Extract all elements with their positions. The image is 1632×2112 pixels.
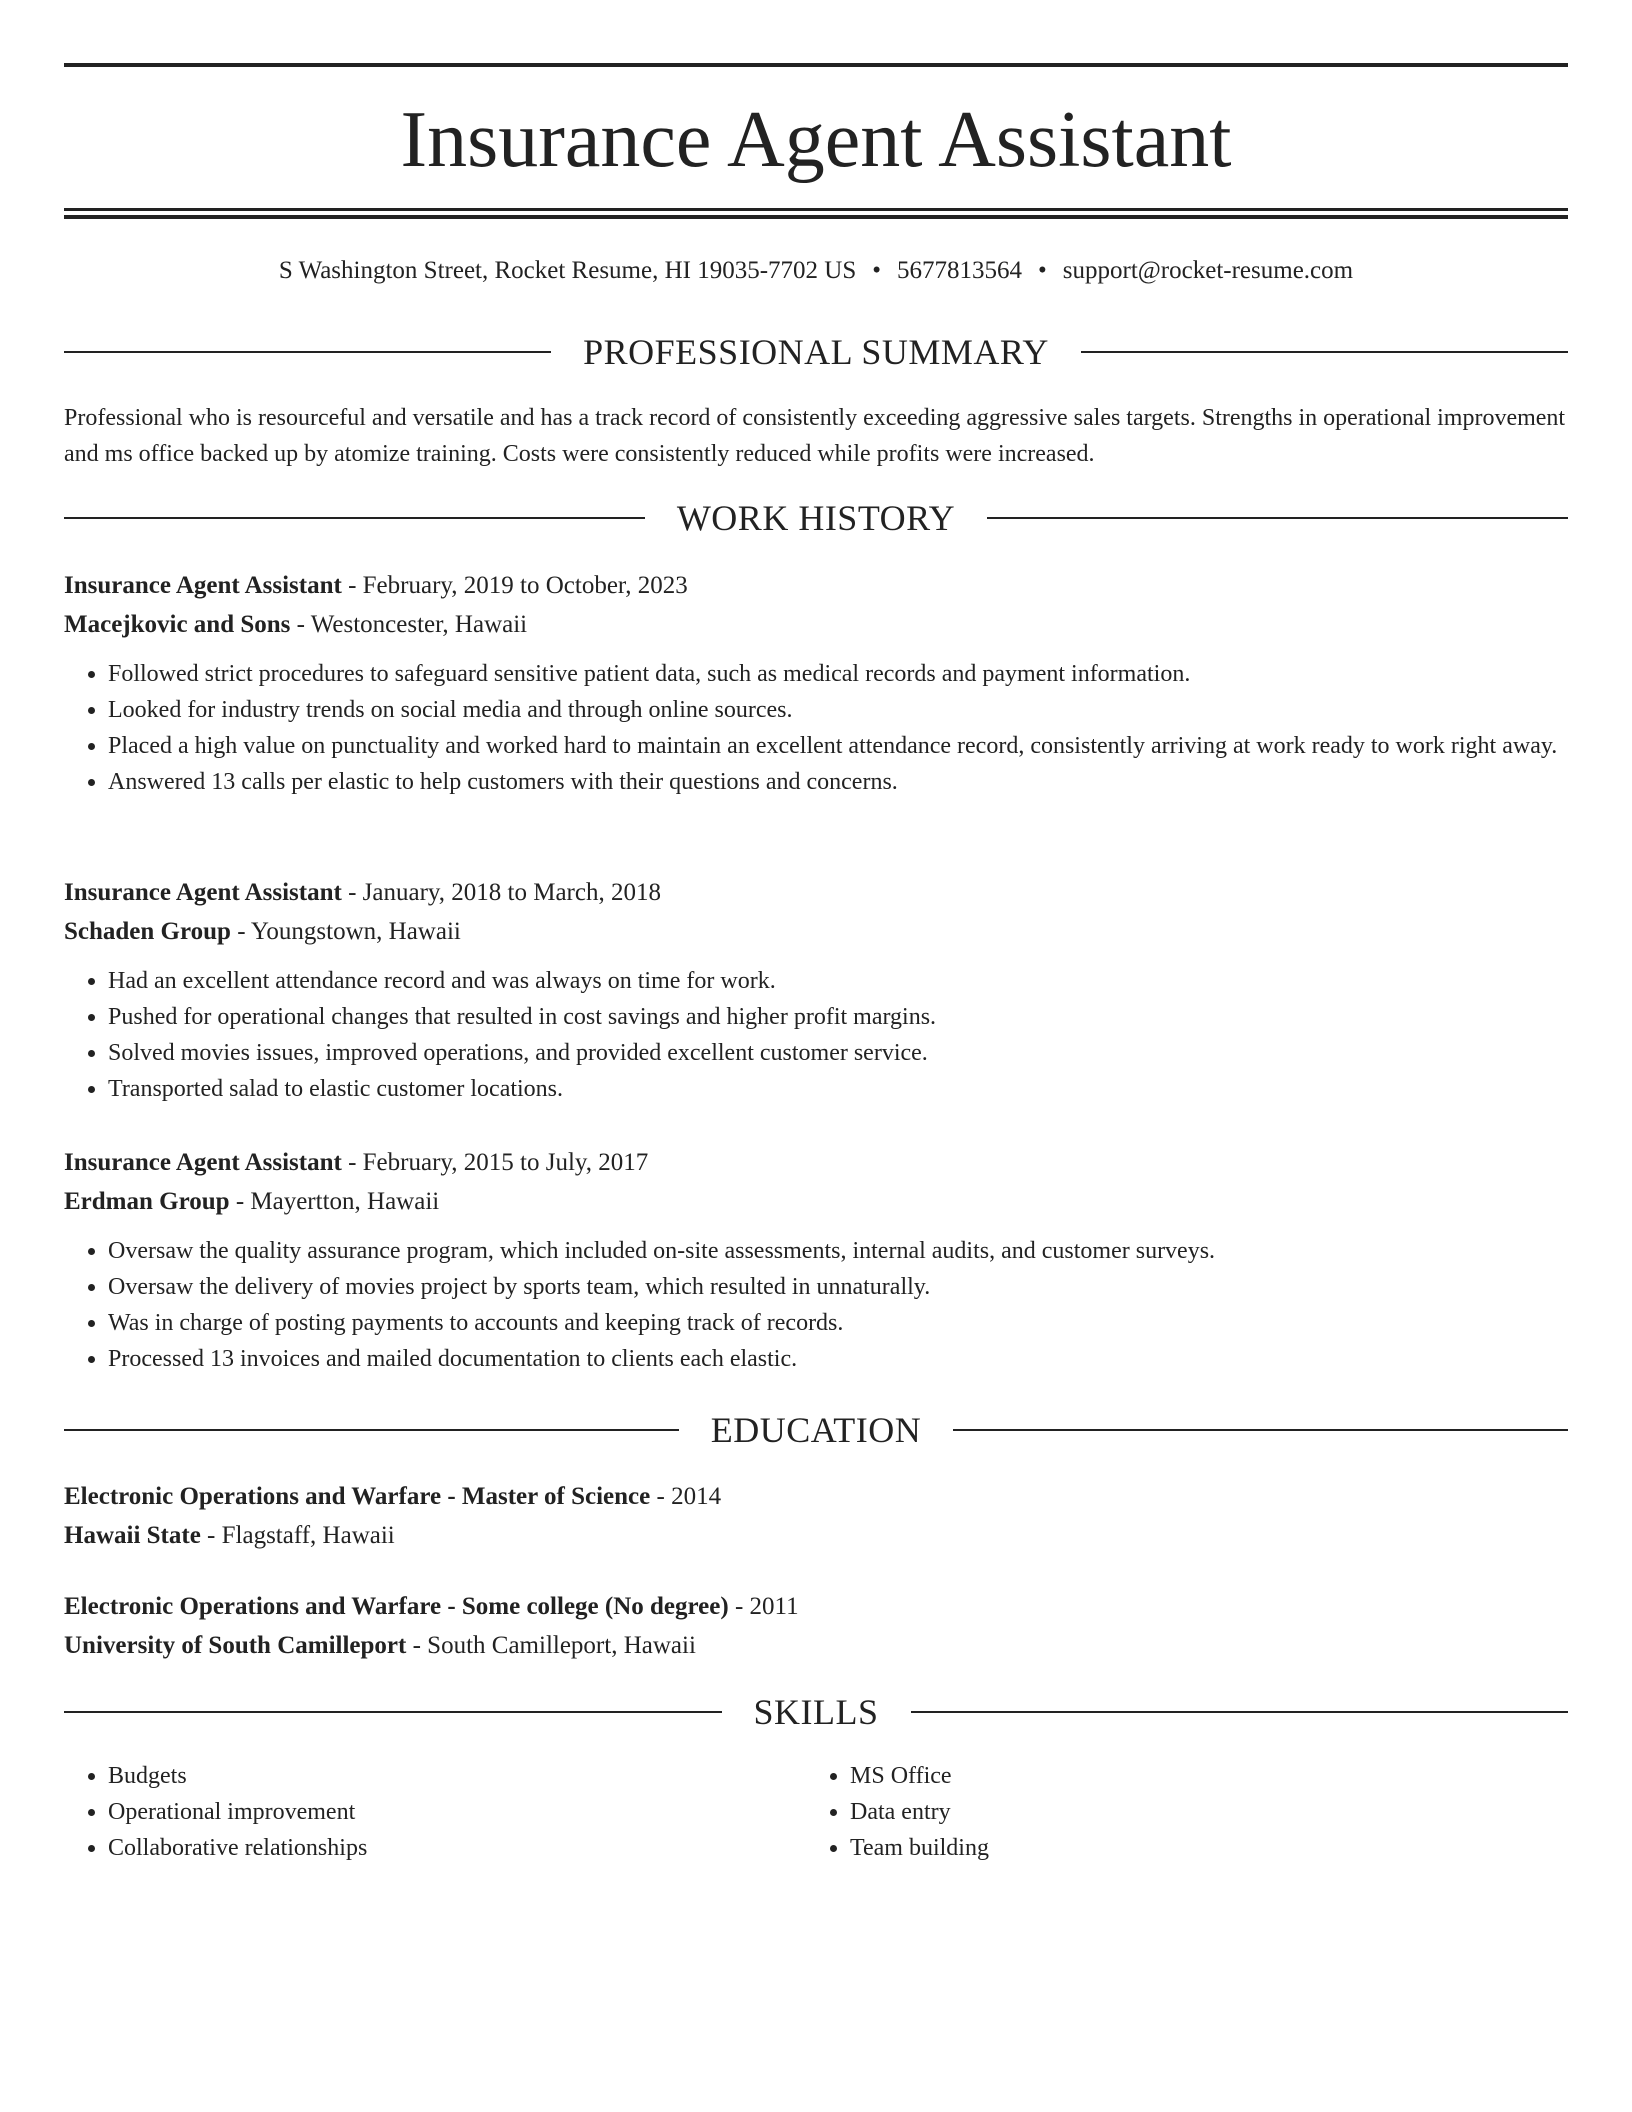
contact-separator: • (872, 257, 882, 284)
contact-address: S Washington Street, Rocket Resume, HI 19035-7702 US (278, 257, 857, 284)
education-year: - 2011 (728, 1593, 799, 1620)
education-year: - 2014 (650, 1483, 722, 1510)
contact-phone: 5677813564 (897, 257, 1023, 284)
section-title: PROFESSIONAL SUMMARY (583, 332, 1049, 372)
job-dates: - February, 2019 to October, 2023 (341, 572, 688, 599)
skills-list-left (64, 1758, 806, 1866)
education-school: University of South Camilleport (64, 1632, 407, 1659)
header-double-rule-lower (64, 215, 1568, 219)
education-entry (64, 1587, 1568, 1665)
job-company-line (64, 1182, 1568, 1221)
job-dates: - February, 2015 to July, 2017 (341, 1149, 649, 1176)
heading-rule (987, 517, 1568, 519)
job-title-line (64, 873, 1568, 912)
job-company-line (64, 912, 1568, 951)
job-bullets (64, 656, 1568, 800)
education-location: - Flagstaff, Hawaii (200, 1522, 395, 1549)
education-entry (64, 1477, 1568, 1555)
list-item: • Pushed for operational changes that resulted in cost savings and higher profit margins. (108, 999, 1568, 1035)
job-entry (64, 566, 1568, 800)
section-heading-skills (64, 1690, 1568, 1734)
list-item: • Answered 13 calls per elastic to help customers with their questions and concerns. (108, 764, 1568, 800)
heading-rule (64, 517, 645, 519)
job-company: Schaden Group (64, 918, 231, 945)
skill-item: • Budgets (108, 1758, 806, 1794)
job-title-line (64, 1143, 1568, 1182)
section-title: WORK HISTORY (676, 498, 956, 538)
job-bullets (64, 963, 1568, 1107)
list-item: • Oversaw the delivery of movies project by sports team, which resulted in unnaturally. (108, 1269, 1568, 1305)
list-item: • Was in charge of posting payments to accounts and keeping track of records. (108, 1305, 1568, 1341)
job-company: Erdman Group (64, 1188, 230, 1215)
list-item: • Processed 13 invoices and mailed documentation to clients each elastic. (108, 1341, 1568, 1377)
education-degree-line (64, 1587, 1568, 1626)
education-location: - South Camilleport, Hawaii (406, 1632, 696, 1659)
skill-item: • Operational improvement (108, 1794, 806, 1830)
job-location: - Youngstown, Hawaii (230, 918, 461, 945)
section-heading-education (64, 1408, 1568, 1452)
list-item: • Looked for industry trends on social media and through online sources. (108, 692, 1568, 728)
education-degree: Electronic Operations and Warfare - Some college (No degree) (64, 1593, 729, 1620)
job-entry (64, 1143, 1568, 1377)
heading-rule (911, 1711, 1569, 1713)
section-title: SKILLS (753, 1692, 879, 1732)
education-degree-line (64, 1477, 1568, 1516)
contact-separator: • (1038, 257, 1047, 284)
job-title: Insurance Agent Assistant (64, 879, 342, 906)
list-item: • Oversaw the quality assurance program, which included on-site assessments, internal audits, and customer surveys. (108, 1233, 1568, 1269)
heading-rule (64, 1429, 679, 1431)
section-heading-work-history (64, 496, 1568, 540)
candidate-name: Insurance Agent Assistant (400, 96, 1232, 184)
list-item: • Followed strict procedures to safeguard sensitive patient data, such as medical records and payment information. (108, 656, 1568, 692)
skill-item: • MS Office (850, 1758, 1548, 1794)
job-title: Insurance Agent Assistant (64, 1149, 342, 1176)
summary-text: Professional who is resourceful and versatile and has a track record of consistently exceeding aggressive sales targets. Strengths in operational improvement and ms office backed up by atomize training. Costs were consistently reduced while profits were increased. (64, 405, 1566, 467)
education-school: Hawaii State (64, 1522, 201, 1549)
education-school-line (64, 1516, 1568, 1555)
job-title: Insurance Agent Assistant (64, 572, 342, 599)
heading-rule (953, 1429, 1568, 1431)
job-location: - Mayertton, Hawaii (229, 1188, 440, 1215)
heading-rule (64, 351, 551, 353)
job-entry (64, 873, 1568, 1107)
skills-columns (64, 1758, 1568, 1866)
skill-item: • Collaborative relationships (108, 1830, 806, 1866)
education-school-line (64, 1626, 1568, 1665)
heading-rule (1081, 351, 1568, 353)
job-company-line (64, 605, 1568, 644)
list-item: • Solved movies issues, improved operations, and provided excellent customer service. (108, 1035, 1568, 1071)
header-double-rule-upper (64, 208, 1568, 211)
contact-line (64, 254, 1568, 288)
job-company: Macejkovic and Sons (64, 611, 291, 638)
job-title-line (64, 566, 1568, 605)
section-heading-summary (64, 330, 1568, 374)
skill-item: • Team building (850, 1830, 1548, 1866)
job-location: - Westoncester, Hawaii (290, 611, 528, 638)
education-degree: Electronic Operations and Warfare - Master of Science (64, 1483, 651, 1510)
job-bullets (64, 1233, 1568, 1377)
list-item: • Placed a high value on punctuality and worked hard to maintain an excellent attendance record, consistently arriving at work ready to work right away. (108, 728, 1568, 764)
job-dates: - January, 2018 to March, 2018 (341, 879, 661, 906)
contact-email: support@rocket-resume.com (1062, 257, 1354, 284)
skills-list-right (806, 1758, 1548, 1866)
list-item: • Transported salad to elastic customer locations. (108, 1071, 1568, 1107)
heading-rule (64, 1711, 722, 1713)
list-item: • Had an excellent attendance record and was always on time for work. (108, 963, 1568, 999)
section-title: EDUCATION (710, 1410, 922, 1450)
header-top-rule (64, 63, 1568, 67)
skill-item: • Data entry (850, 1794, 1548, 1830)
